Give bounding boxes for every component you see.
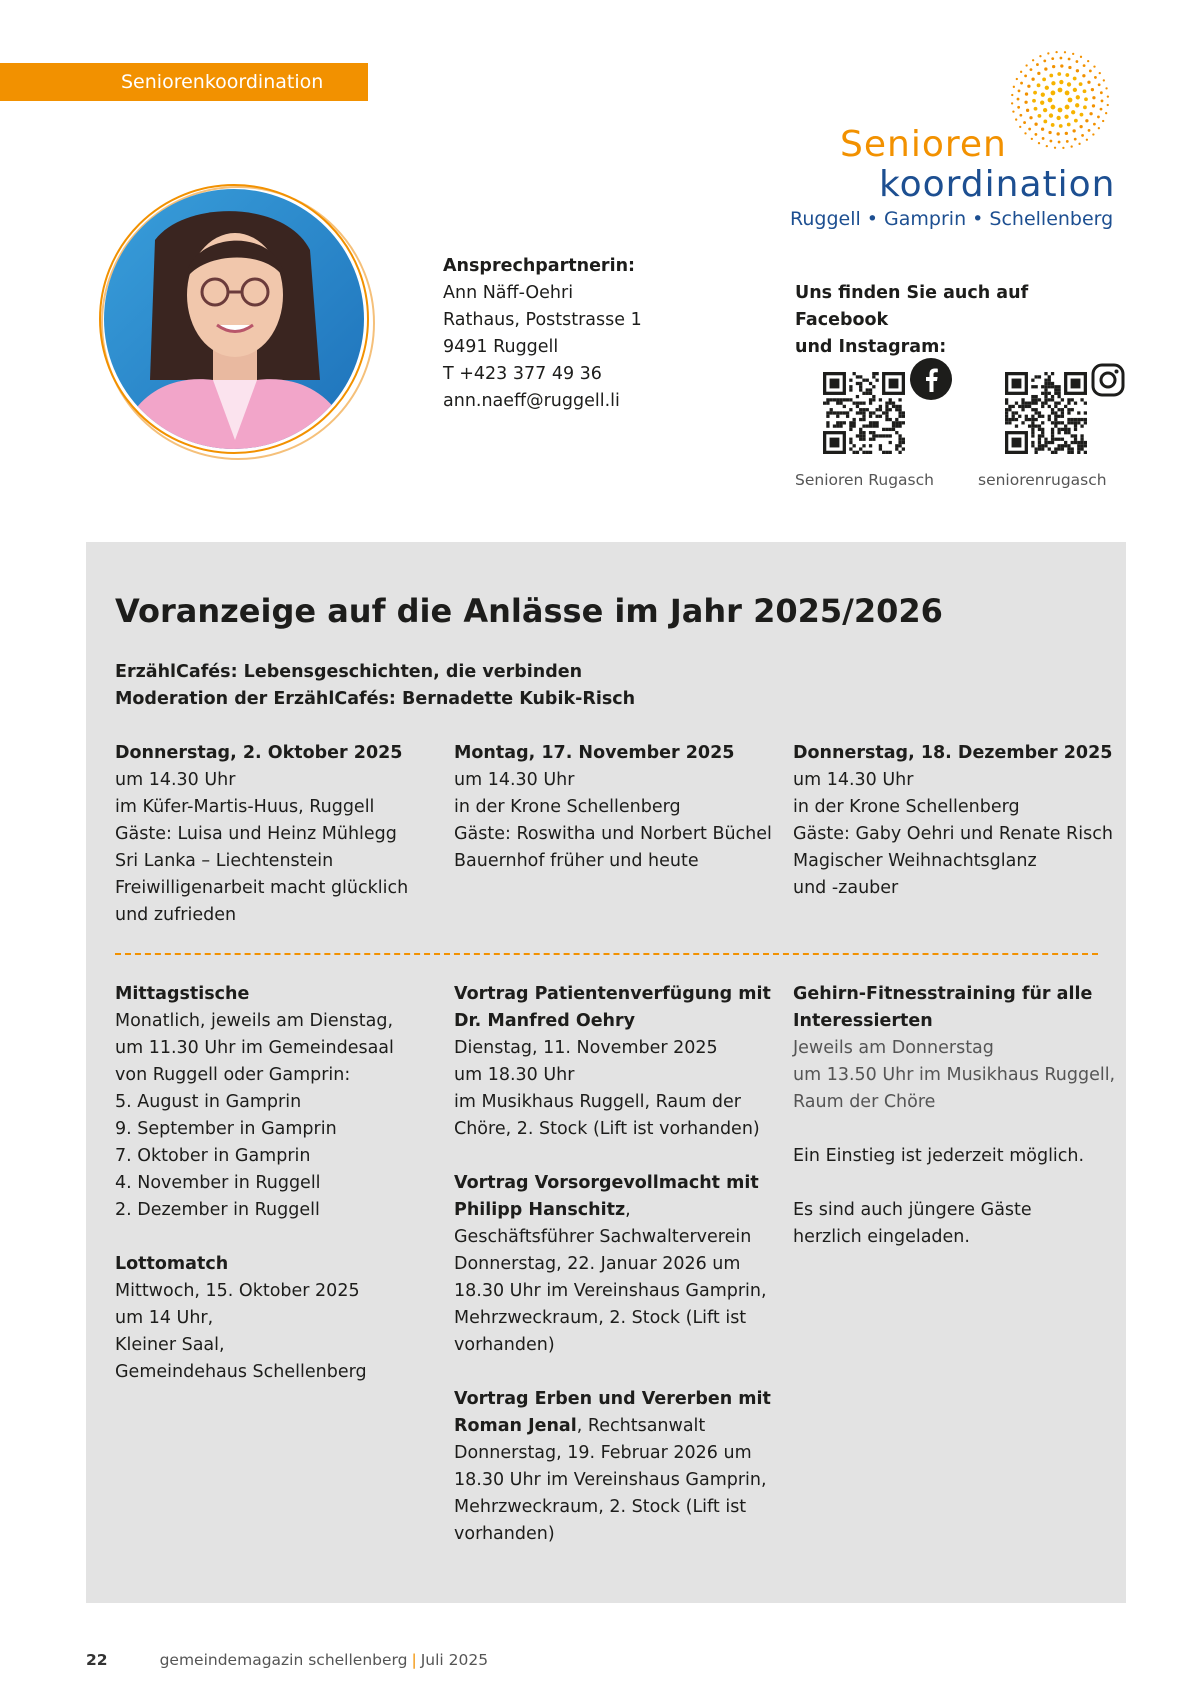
sun-dot xyxy=(1051,91,1056,96)
contact-portrait xyxy=(95,180,378,463)
contact-name: Ann Näff-Oehri xyxy=(443,283,574,303)
vortrag3-speaker-suffix: , Rechtsanwalt xyxy=(576,1416,706,1436)
gehirn-note: Es sind auch jüngere Gäste xyxy=(793,1200,1032,1220)
sun-dot xyxy=(1065,73,1069,77)
sun-dot xyxy=(1092,104,1095,107)
vortrag3-heading: Vortrag Erben und Vererben mit xyxy=(454,1389,771,1409)
sun-dot xyxy=(1051,105,1056,110)
sun-dot xyxy=(1107,104,1109,106)
sun-dot xyxy=(1058,141,1061,144)
cafe-event-line: Magischer Weihnachtsglanz xyxy=(793,851,1037,871)
sun-dot xyxy=(1017,98,1020,101)
sun-dot xyxy=(1038,114,1042,118)
sun-dot xyxy=(1059,80,1063,84)
vortrag1-line: im Musikhaus Ruggell, Raum der xyxy=(454,1092,741,1112)
sun-dot xyxy=(1044,67,1047,70)
mittagstische-line: 9. September in Gamprin xyxy=(115,1119,337,1139)
sun-dot xyxy=(1074,119,1078,123)
cafe-event-date: Montag, 17. November 2025 xyxy=(454,743,735,763)
sun-dot xyxy=(1041,128,1044,131)
cafe-event-date: Donnerstag, 2. Oktober 2025 xyxy=(115,743,403,763)
contact-heading: Ansprechpartnerin: xyxy=(443,256,636,276)
instagram-icon[interactable] xyxy=(1090,362,1126,398)
sun-dot xyxy=(1035,133,1038,136)
sun-dot xyxy=(1057,72,1061,76)
sun-dot xyxy=(1017,106,1020,109)
sun-dot xyxy=(1089,70,1092,73)
sun-dot xyxy=(1054,147,1056,149)
sun-dot xyxy=(1073,77,1077,81)
sun-dot xyxy=(1052,65,1055,68)
dashed-divider xyxy=(115,953,1098,955)
sun-dot xyxy=(1058,108,1063,113)
sun-dot xyxy=(1020,82,1023,85)
sun-dot xyxy=(1081,134,1084,137)
sun-dot xyxy=(1086,139,1088,141)
sun-dot xyxy=(1051,123,1055,127)
sun-dot xyxy=(1019,114,1022,117)
vortrag3-speaker: Roman Jenal xyxy=(454,1416,577,1436)
sun-dot xyxy=(1068,66,1071,69)
mittagstische-block xyxy=(115,981,445,1386)
sun-dot xyxy=(1051,81,1055,85)
sun-dot xyxy=(1020,71,1022,73)
vortrag3-line: Mehrzweckraum, 2. Stock (Lift ist xyxy=(454,1497,747,1517)
contact-block xyxy=(443,253,642,415)
spacer xyxy=(793,1170,1123,1197)
sun-dot xyxy=(1059,124,1063,128)
spacer xyxy=(793,1116,1123,1143)
cafe-event-date: Donnerstag, 18. Dezember 2025 xyxy=(793,743,1113,763)
sun-dot xyxy=(1016,78,1018,80)
sun-dot xyxy=(1062,147,1064,149)
logo-line-koordination: koordination xyxy=(879,164,1116,205)
sun-dot xyxy=(1013,86,1015,88)
vortrag2-speaker-line xyxy=(454,1197,784,1224)
sun-dot xyxy=(1028,128,1031,131)
sun-dot xyxy=(1087,81,1090,84)
facebook-icon[interactable] xyxy=(910,358,952,400)
mittagstische-line: um 11.30 Uhr im Gemeindesaal xyxy=(115,1038,394,1058)
gehirn-heading-2: Interessierten xyxy=(793,1011,933,1031)
sun-dot xyxy=(1011,94,1013,96)
sun-dot xyxy=(1025,92,1028,95)
cafe-event-line: in der Krone Schellenberg xyxy=(454,797,681,817)
mittagstische-heading: Mittagstische xyxy=(115,984,250,1004)
events-title: Voranzeige auf die Anlässe im Jahr 2025/2026 xyxy=(115,592,943,630)
sun-dot xyxy=(1043,108,1047,112)
vortrag3-line: Donnerstag, 19. Februar 2026 um xyxy=(454,1443,752,1463)
sun-dot xyxy=(1083,89,1087,93)
sun-dot xyxy=(1087,60,1089,62)
sun-dot xyxy=(1064,115,1068,119)
vortrag2-line: 18.30 Uhr im Vereinshaus Gamprin, xyxy=(454,1281,767,1301)
instagram-qr-code[interactable] xyxy=(1005,372,1087,454)
vortrag1-speaker: Dr. Manfred Oehry xyxy=(454,1011,636,1031)
sun-dot xyxy=(1024,101,1027,104)
sun-dot xyxy=(1027,85,1030,88)
sun-dot xyxy=(1065,91,1070,96)
sun-dot xyxy=(1031,78,1034,81)
sun-dot xyxy=(1101,100,1104,103)
spacer xyxy=(115,1224,445,1251)
contact-email[interactable]: ann.naeff@ruggell.li xyxy=(443,391,620,411)
sun-dot xyxy=(1093,123,1096,126)
sun-dot xyxy=(1045,86,1049,90)
sun-dot xyxy=(1075,103,1079,107)
sun-dot xyxy=(1041,93,1045,97)
cafe-event-line: und zufrieden xyxy=(115,905,237,925)
sun-dot xyxy=(1073,88,1077,92)
sun-dot xyxy=(1019,126,1021,128)
sun-dot xyxy=(1089,112,1092,115)
mittagstische-line: 7. Oktober in Gamprin xyxy=(115,1146,311,1166)
sun-dot xyxy=(1039,55,1041,57)
sun-dot xyxy=(1072,53,1074,55)
lottomatch-line: Kleiner Saal, xyxy=(115,1335,225,1355)
sun-dot xyxy=(1060,57,1063,60)
sun-dot xyxy=(1011,102,1013,104)
sun-dot xyxy=(1066,140,1069,143)
vortrag2-line: vorhanden) xyxy=(454,1335,555,1355)
lottomatch-heading: Lottomatch xyxy=(115,1254,229,1274)
sun-dot xyxy=(1018,90,1021,93)
sun-dot xyxy=(1067,82,1071,86)
sun-dot xyxy=(1079,82,1083,86)
sun-dot xyxy=(1088,129,1091,132)
moderation-subtitle: Moderation der ErzählCafés: Bernadette Kubik-Risch xyxy=(115,689,636,709)
sun-dot xyxy=(1083,105,1087,109)
mittagstische-line: Monatlich, jeweils am Dienstag, xyxy=(115,1011,394,1031)
sun-dot xyxy=(1098,127,1100,129)
sun-dot xyxy=(1025,64,1027,66)
sun-dot xyxy=(1065,105,1070,110)
sun-dot xyxy=(1024,132,1026,134)
instagram-account-label[interactable]: seniorenrugasch xyxy=(978,471,1107,489)
issue-date: Juli 2025 xyxy=(420,1651,489,1669)
cafe-event-3 xyxy=(793,740,1123,902)
page-footer xyxy=(86,1651,488,1669)
gehirn-line: Raum der Chöre xyxy=(793,1092,936,1112)
contact-street: Rathaus, Poststrasse 1 xyxy=(443,310,642,330)
sun-dot xyxy=(1100,91,1103,94)
gehirn-note: Ein Einstieg ist jederzeit möglich. xyxy=(793,1146,1085,1166)
sun-dot xyxy=(1049,74,1053,78)
cafe-event-1 xyxy=(115,740,445,929)
cafe-event-line: Gäste: Roswitha und Norbert Büchel xyxy=(454,824,772,844)
social-heading-line2: und Instagram: xyxy=(795,337,947,357)
vortrag1-heading: Vortrag Patientenverfügung mit xyxy=(454,984,771,1004)
sun-dot xyxy=(1071,110,1075,114)
sun-dot xyxy=(1032,99,1036,103)
cafe-event-line: um 14.30 Uhr xyxy=(454,770,575,790)
sun-dot xyxy=(1100,108,1103,111)
lottomatch-line: Gemeindehaus Schellenberg xyxy=(115,1362,367,1382)
vortrag2-line: Donnerstag, 22. Januar 2026 um xyxy=(454,1254,741,1274)
cafe-event-line: um 14.30 Uhr xyxy=(115,770,236,790)
cafe-event-line: und -zauber xyxy=(793,878,899,898)
sun-dot xyxy=(1060,64,1063,67)
sun-dot xyxy=(1084,97,1088,101)
cafe-event-line: Bauernhof früher und heute xyxy=(454,851,699,871)
sun-dot xyxy=(1057,132,1060,135)
sun-dot xyxy=(1026,109,1029,112)
cafe-event-line: Gäste: Gaby Oehri und Renate Risch xyxy=(793,824,1113,844)
vortrag1-line: Dienstag, 11. November 2025 xyxy=(454,1038,718,1058)
sun-dot xyxy=(1091,88,1094,91)
mittagstische-line: 4. November in Ruggell xyxy=(115,1173,321,1193)
sun-dot xyxy=(1093,65,1095,67)
facebook-qr-code[interactable] xyxy=(823,372,905,454)
sun-dot xyxy=(1037,83,1041,87)
sun-dot xyxy=(1033,91,1037,95)
sun-dot xyxy=(1080,113,1084,117)
sun-dot xyxy=(1071,145,1073,147)
sun-dot xyxy=(1015,118,1017,120)
sun-dot xyxy=(1037,72,1040,75)
gehirn-line: Jeweils am Donnerstag xyxy=(793,1038,994,1058)
gehirn-note: herzlich eingeladen. xyxy=(793,1227,970,1247)
sun-dot xyxy=(1023,121,1026,124)
gehirn-heading: Gehirn-Fitnesstraining für alle xyxy=(793,984,1093,1004)
sun-dot xyxy=(1049,113,1053,117)
sun-dot xyxy=(1068,98,1073,103)
sun-dot xyxy=(1102,120,1104,122)
sun-dot xyxy=(1032,59,1034,61)
footer-separator: | xyxy=(411,1651,417,1669)
sun-dot xyxy=(1083,64,1086,67)
sun-dot xyxy=(1042,78,1046,82)
sun-dot xyxy=(1048,131,1051,134)
events-subtitle xyxy=(115,659,635,713)
sun-dot xyxy=(1078,143,1080,145)
gehirn-fitness-block xyxy=(793,981,1123,1251)
section-label: Seniorenkoordination xyxy=(121,71,324,93)
sun-dot xyxy=(1048,98,1053,103)
lottomatch-line: um 14 Uhr, xyxy=(115,1308,214,1328)
sun-dot xyxy=(1085,119,1088,122)
sun-dot xyxy=(1055,51,1057,53)
sun-dot xyxy=(1105,112,1107,114)
sun-dot xyxy=(1065,132,1068,135)
sun-dot xyxy=(1058,88,1063,93)
sun-dot xyxy=(1082,74,1085,77)
sun-dot xyxy=(1064,51,1066,53)
sun-dot xyxy=(1079,125,1082,128)
vortrag3-speaker-line xyxy=(454,1413,784,1440)
sun-dot xyxy=(1030,68,1033,71)
mittagstische-line: 5. August in Gamprin xyxy=(115,1092,302,1112)
vortrag2-heading: Vortrag Vorsorgevollmacht mit xyxy=(454,1173,759,1193)
sun-dot xyxy=(1076,69,1079,72)
vortrag2-speaker-suffix: , xyxy=(625,1200,631,1220)
sun-dot xyxy=(1050,140,1053,143)
vortrag1-line: Chöre, 2. Stock (Lift ist vorhanden) xyxy=(454,1119,760,1139)
sun-dot xyxy=(1107,95,1109,97)
contact-phone[interactable]: T +423 377 49 36 xyxy=(443,364,602,384)
logo-line-senioren: Senioren xyxy=(840,124,1007,165)
sun-dot xyxy=(1036,63,1039,66)
vortrag2-line: Mehrzweckraum, 2. Stock (Lift ist xyxy=(454,1308,747,1328)
vortrag3-line: 18.30 Uhr im Vereinshaus Gamprin, xyxy=(454,1470,767,1490)
cafe-event-line: Gäste: Luisa und Heinz Mühlegg xyxy=(115,824,397,844)
sun-dot xyxy=(1099,72,1101,74)
sun-dot xyxy=(1012,111,1014,113)
sun-dot xyxy=(1056,116,1060,120)
sun-dot xyxy=(1046,145,1048,147)
sun-dot xyxy=(1068,58,1071,61)
section-header-tab xyxy=(0,63,368,101)
sun-dot xyxy=(1051,57,1054,60)
sun-dot xyxy=(1031,138,1033,140)
sun-dot xyxy=(1103,79,1105,81)
sun-dot xyxy=(1076,95,1080,99)
sun-dot xyxy=(1043,59,1046,62)
facebook-account-label[interactable]: Senioren Rugasch xyxy=(795,471,934,489)
sun-dot xyxy=(1042,137,1045,140)
sun-dot xyxy=(1074,138,1077,141)
sun-dot xyxy=(1034,123,1037,126)
sun-dot xyxy=(1034,107,1038,111)
sun-dot xyxy=(1092,96,1095,99)
sun-dot xyxy=(1047,52,1049,54)
mittagstische-line: von Ruggell oder Gamprin: xyxy=(115,1065,351,1085)
sun-logo-icon xyxy=(1010,50,1110,150)
lottomatch-line: Mittwoch, 15. Oktober 2025 xyxy=(115,1281,360,1301)
sun-dot xyxy=(1092,133,1094,135)
social-heading-line1: Uns finden Sie auch auf Facebook xyxy=(795,283,1029,330)
sun-dot xyxy=(1067,123,1071,127)
sun-dot xyxy=(1038,142,1040,144)
cafe-event-line: um 14.30 Uhr xyxy=(793,770,914,790)
sun-dot xyxy=(1094,76,1097,79)
vortrag3-line: vorhanden) xyxy=(454,1524,555,1544)
sun-dot xyxy=(1043,120,1047,124)
sun-dot xyxy=(1029,116,1032,119)
spacer xyxy=(454,1359,784,1386)
social-heading xyxy=(795,280,1125,361)
vortrag2-line: Geschäftsführer Sachwalterverein xyxy=(454,1227,752,1247)
sun-dot xyxy=(1076,60,1079,63)
sun-dot xyxy=(1098,83,1101,86)
vortrag2-speaker: Philipp Hanschitz xyxy=(454,1200,626,1220)
sun-dot xyxy=(1097,116,1100,119)
logo-line-municipalities: Ruggell • Gamprin • Schellenberg xyxy=(790,208,1114,230)
sun-dot xyxy=(1080,56,1082,58)
erzaehlcafe-subtitle: ErzählCafés: Lebensgeschichten, die verbinden xyxy=(115,662,583,682)
mittagstische-line: 2. Dezember in Ruggell xyxy=(115,1200,320,1220)
cafe-event-line: Sri Lanka – Liechtenstein xyxy=(115,851,334,871)
sun-dot xyxy=(1040,101,1044,105)
sun-dot xyxy=(1072,129,1075,132)
contact-city: 9491 Ruggell xyxy=(443,337,559,357)
cafe-event-2 xyxy=(454,740,784,875)
vortrag1-line: um 18.30 Uhr xyxy=(454,1065,575,1085)
magazine-name: gemeindemagazin schellenberg xyxy=(159,1651,408,1669)
vortraege-block xyxy=(454,981,784,1548)
cafe-event-line: in der Krone Schellenberg xyxy=(793,797,1020,817)
spacer xyxy=(454,1143,784,1170)
cafe-event-line: im Küfer-Martis-Huus, Ruggell xyxy=(115,797,375,817)
sun-dot xyxy=(1105,87,1107,89)
sun-dot xyxy=(1024,75,1027,78)
page-number: 22 xyxy=(86,1651,108,1669)
gehirn-line: um 13.50 Uhr im Musikhaus Ruggell, xyxy=(793,1065,1116,1085)
cafe-event-line: Freiwilligenarbeit macht glücklich xyxy=(115,878,409,898)
seniorenkoordination-logo xyxy=(790,50,1116,240)
